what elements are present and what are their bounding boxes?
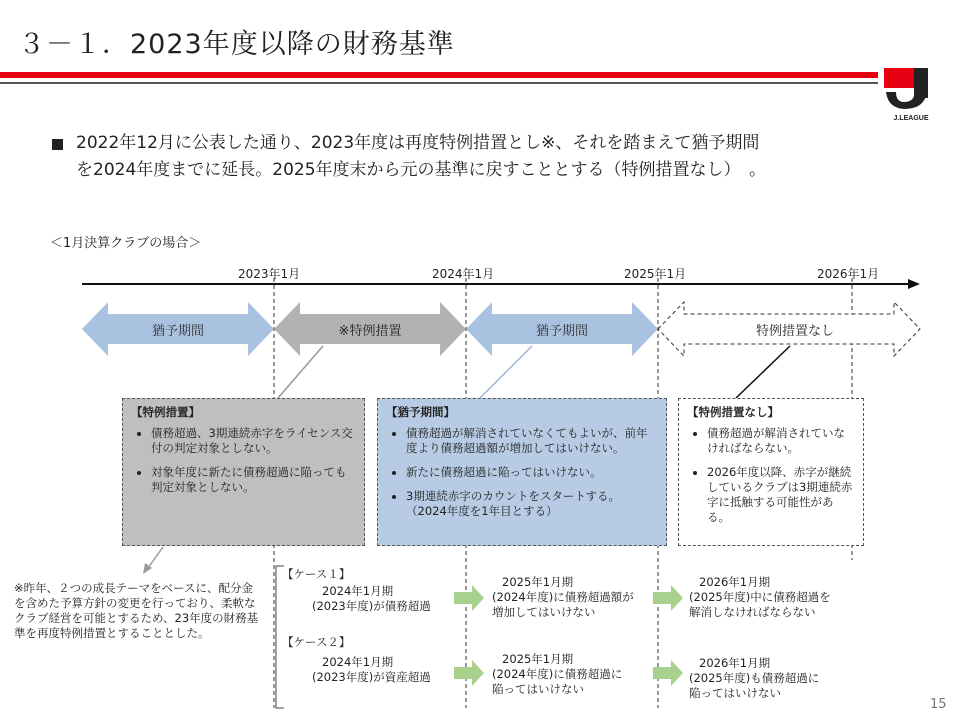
- step-arrow: [454, 585, 484, 611]
- step-arrow: [454, 660, 484, 686]
- box-item: • 債務超過が解消されていなければならない。: [707, 426, 855, 456]
- lead-line: を2024年度までに延長。2025年度末から元の基準に戻すこととする（特例措置なし） 。: [76, 160, 767, 180]
- box-item: • 債務超過、3期連続赤字をライセンス交付の判定対象としない。: [151, 426, 356, 456]
- case-step: 2026年1月期 (2025年度)中に債務超過を 解消しなければならない: [689, 575, 831, 619]
- box-item-continuation: （2024年度を1年目とする）: [406, 504, 558, 518]
- box-item: • 新たに債務超過に陥ってはいけない。: [406, 465, 658, 480]
- footnote: ※昨年、２つの成長テーマをベースに、配分金を含めた予算方針の変更を行っており、柔軟なクラブ経営を可能とするため、23年度の財務基準を再度特例措置とすることとした。: [14, 581, 259, 640]
- case-step: 2025年1月期 (2024年度)に債務超過に 陥ってはいけない: [492, 652, 623, 696]
- page-number: 15: [930, 697, 947, 712]
- phase-label: 猶予期間: [151, 324, 204, 339]
- box-item: • 債務超過が解消されていなくてもよいが、前年度より債務超過額が増加してはいけない。: [406, 426, 658, 456]
- lead-line: 2022年12月に公表した通り、2023年度は再度特例措置とし※、それを踏まえて猶予期間: [76, 133, 760, 153]
- page-title: ３－１．2023年度以降の財務基準: [18, 29, 455, 60]
- logo-text: J.LEAGUE: [893, 115, 929, 122]
- box-grace-period: [377, 398, 667, 546]
- year-label: 2026年1月: [817, 267, 880, 281]
- box-item: • 3期連続赤字のカウントをスタートする。: [406, 489, 658, 504]
- year-label: 2023年1月: [238, 267, 301, 281]
- section-subtitle: ＜1月決算クラブの場合＞: [50, 236, 202, 251]
- phase-label: 特例措置なし: [755, 324, 834, 339]
- case-step: 2026年1月期 (2025年度)も債務超過に 陥ってはいけない: [689, 656, 820, 700]
- case-label: 【ケース２】: [282, 635, 351, 649]
- box-no-special: [678, 398, 864, 546]
- box-heading: 【特例措置なし】: [687, 405, 779, 419]
- phase-label: ※特例措置: [338, 324, 402, 339]
- box-heading: 【猶予期間】: [386, 405, 455, 419]
- year-label: 2025年1月: [624, 267, 687, 281]
- box-item: • 2026年度以降、赤字が継続しているクラブは3期連続赤字に抵触する可能性がある。: [707, 465, 855, 525]
- case-step: 2024年1月期 (2023年度)が資産超過: [312, 655, 431, 684]
- timeline-axis-arrowhead: [908, 279, 920, 289]
- case-step: 2025年1月期 (2024年度)に債務超過額が 増加してはいけない: [492, 575, 634, 619]
- year-label: 2024年1月: [432, 267, 495, 281]
- phase-label: 猶予期間: [535, 324, 588, 339]
- case-step: 2024年1月期 (2023年度)が債務超過: [312, 584, 431, 613]
- box-heading: 【特例措置】: [131, 405, 200, 419]
- case-label: 【ケース１】: [282, 567, 351, 581]
- box-special-measure: [122, 398, 365, 546]
- box-item: • 対象年度に新たに債務超過に陥っても判定対象としない。: [151, 465, 356, 495]
